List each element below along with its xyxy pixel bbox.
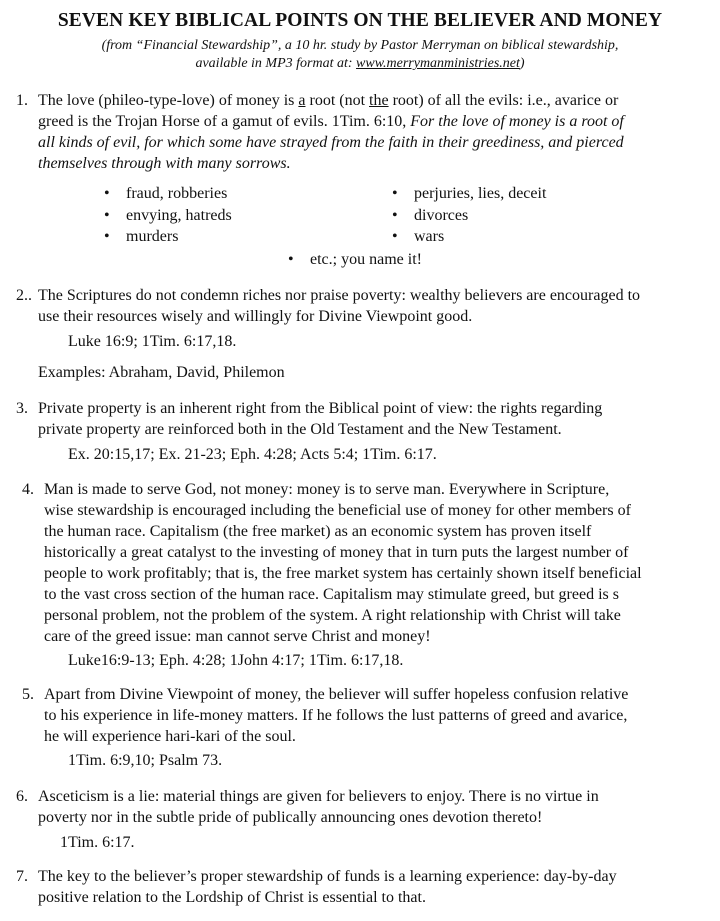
point-4-line2: wise stewardship is encouraged including the beneficial use of money for other members of xyxy=(44,502,631,519)
list-item: • perjuries, lies, deceit xyxy=(392,185,547,202)
point-5-number: 5. xyxy=(22,686,34,703)
point-1-line3: all kinds of evil, for which some have strayed from the faith in their greediness, and pierced xyxy=(38,134,624,151)
point-4 xyxy=(22,479,699,647)
point-3-references: Ex. 20:15,17; Ex. 21-23; Eph. 4:28; Acts 5:4; 1Tim. 6:17. xyxy=(68,446,437,463)
list-item: • etc.; you name it! xyxy=(288,251,422,268)
list-item: • wars xyxy=(392,228,445,245)
point-7-number: 7. xyxy=(16,868,28,885)
document-title: SEVEN KEY BIBLICAL POINTS ON THE BELIEVER AND MONEY xyxy=(57,10,663,31)
point-4-line6: to the vast cross section of the human race. Capitalism may stimulate greed, but greed is s xyxy=(44,586,619,603)
website-link[interactable]: www.merrymanministries.net xyxy=(356,56,520,71)
point-2-line1: The Scriptures do not condemn riches nor praise poverty: wealthy believers are encouraged to xyxy=(38,287,641,304)
point-6 xyxy=(16,786,698,828)
list-item: • divorces xyxy=(392,206,469,224)
point-4-line4: historically a great catalyst to the investing of money that in turn puts the largest number of xyxy=(44,544,629,561)
point-1-number: 1. xyxy=(16,92,28,109)
point-5 xyxy=(22,684,699,747)
point-2-number: 2.. xyxy=(16,287,32,304)
point-2-references: Luke 16:9; 1Tim. 6:17,18. xyxy=(68,333,237,350)
point-7-line2: positive relation to the Lordship of Christ is essential to that. xyxy=(38,889,426,906)
point-4-line5: people to work profitably; that is, the free market system has certainly shown itself beneficial xyxy=(44,565,642,582)
subtitle-suffix: ) xyxy=(519,56,525,71)
point-5-line2: to his experience in life-money matters. If he follows the lust patterns of greed and avarice, xyxy=(44,707,628,724)
point-6-number: 6. xyxy=(16,788,28,805)
point-1-line2: greed is the Trojan Horse of a gamut of evils. 1Tim. 6:10, For the love of money is a root of xyxy=(38,113,624,130)
point-7 xyxy=(16,866,698,908)
bullet-center xyxy=(288,249,422,271)
list-item: • envying, hatreds xyxy=(104,206,232,224)
point-3-line1: Private property is an inherent right from the Biblical point of view: the rights regarding xyxy=(38,400,603,417)
point-3-line2: private property are reinforced both in the Old Testament and the New Testament. xyxy=(38,421,562,438)
document-subtitle-line2 xyxy=(0,56,720,72)
subtitle-prefix: available in MP3 format at: xyxy=(195,56,357,71)
bullet-list-right xyxy=(392,183,546,248)
point-3 xyxy=(16,398,698,440)
point-4-line8: care of the greed issue: man cannot serve Christ and money! xyxy=(44,628,431,645)
list-item: • fraud, robberies xyxy=(104,185,228,202)
point-2-examples: Examples: Abraham, David, Philemon xyxy=(38,364,285,381)
point-6-line1: Asceticism is a lie: material things are given for believers to enjoy. There is no virtue in xyxy=(38,788,599,805)
point-3-number: 3. xyxy=(16,400,28,417)
point-5-line3: he will experience hari-kari of the soul. xyxy=(44,728,296,745)
list-item: • murders xyxy=(104,228,179,245)
point-2-line2: use their resources wisely and willingly for Divine Viewpoint good. xyxy=(38,308,473,325)
point-4-line1: Man is made to serve God, not money: money is to serve man. Everywhere in Scripture, xyxy=(44,481,610,498)
point-5-references: 1Tim. 6:9,10; Psalm 73. xyxy=(68,752,223,769)
point-2 xyxy=(16,285,698,327)
point-1 xyxy=(16,90,698,174)
point-4-line3: the human race. Capitalism (the free market) as an economic system has proven itself xyxy=(44,523,592,540)
point-1-line1: The love (phileo-type-love) of money is a root (not the root) of all the evils: i.e., avarice or xyxy=(38,92,619,109)
point-4-line7: personal problem, not the problem of the system. A right relationship with Christ will take xyxy=(44,607,621,624)
point-5-line1: Apart from Divine Viewpoint of money, the believer will suffer hopeless confusion relative xyxy=(44,686,629,703)
point-6-references: 1Tim. 6:17. xyxy=(60,834,135,851)
document-subtitle-line1: (from “Financial Stewardship”, a 10 hr. study by Pastor Merryman on biblical stewardship, xyxy=(101,38,619,53)
point-6-line2: poverty nor in the subtle pride of publically announcing ones devotion thereto! xyxy=(38,809,543,826)
point-1-line4: themselves through with many sorrows. xyxy=(38,155,291,172)
bullet-list-left xyxy=(104,183,232,248)
point-7-line1: The key to the believer’s proper stewardship of funds is a learning experience: day-by-day xyxy=(38,868,617,885)
point-4-number: 4. xyxy=(22,481,34,498)
point-4-references: Luke16:9-13; Eph. 4:28; 1John 4:17; 1Tim. 6:17,18. xyxy=(68,652,404,669)
